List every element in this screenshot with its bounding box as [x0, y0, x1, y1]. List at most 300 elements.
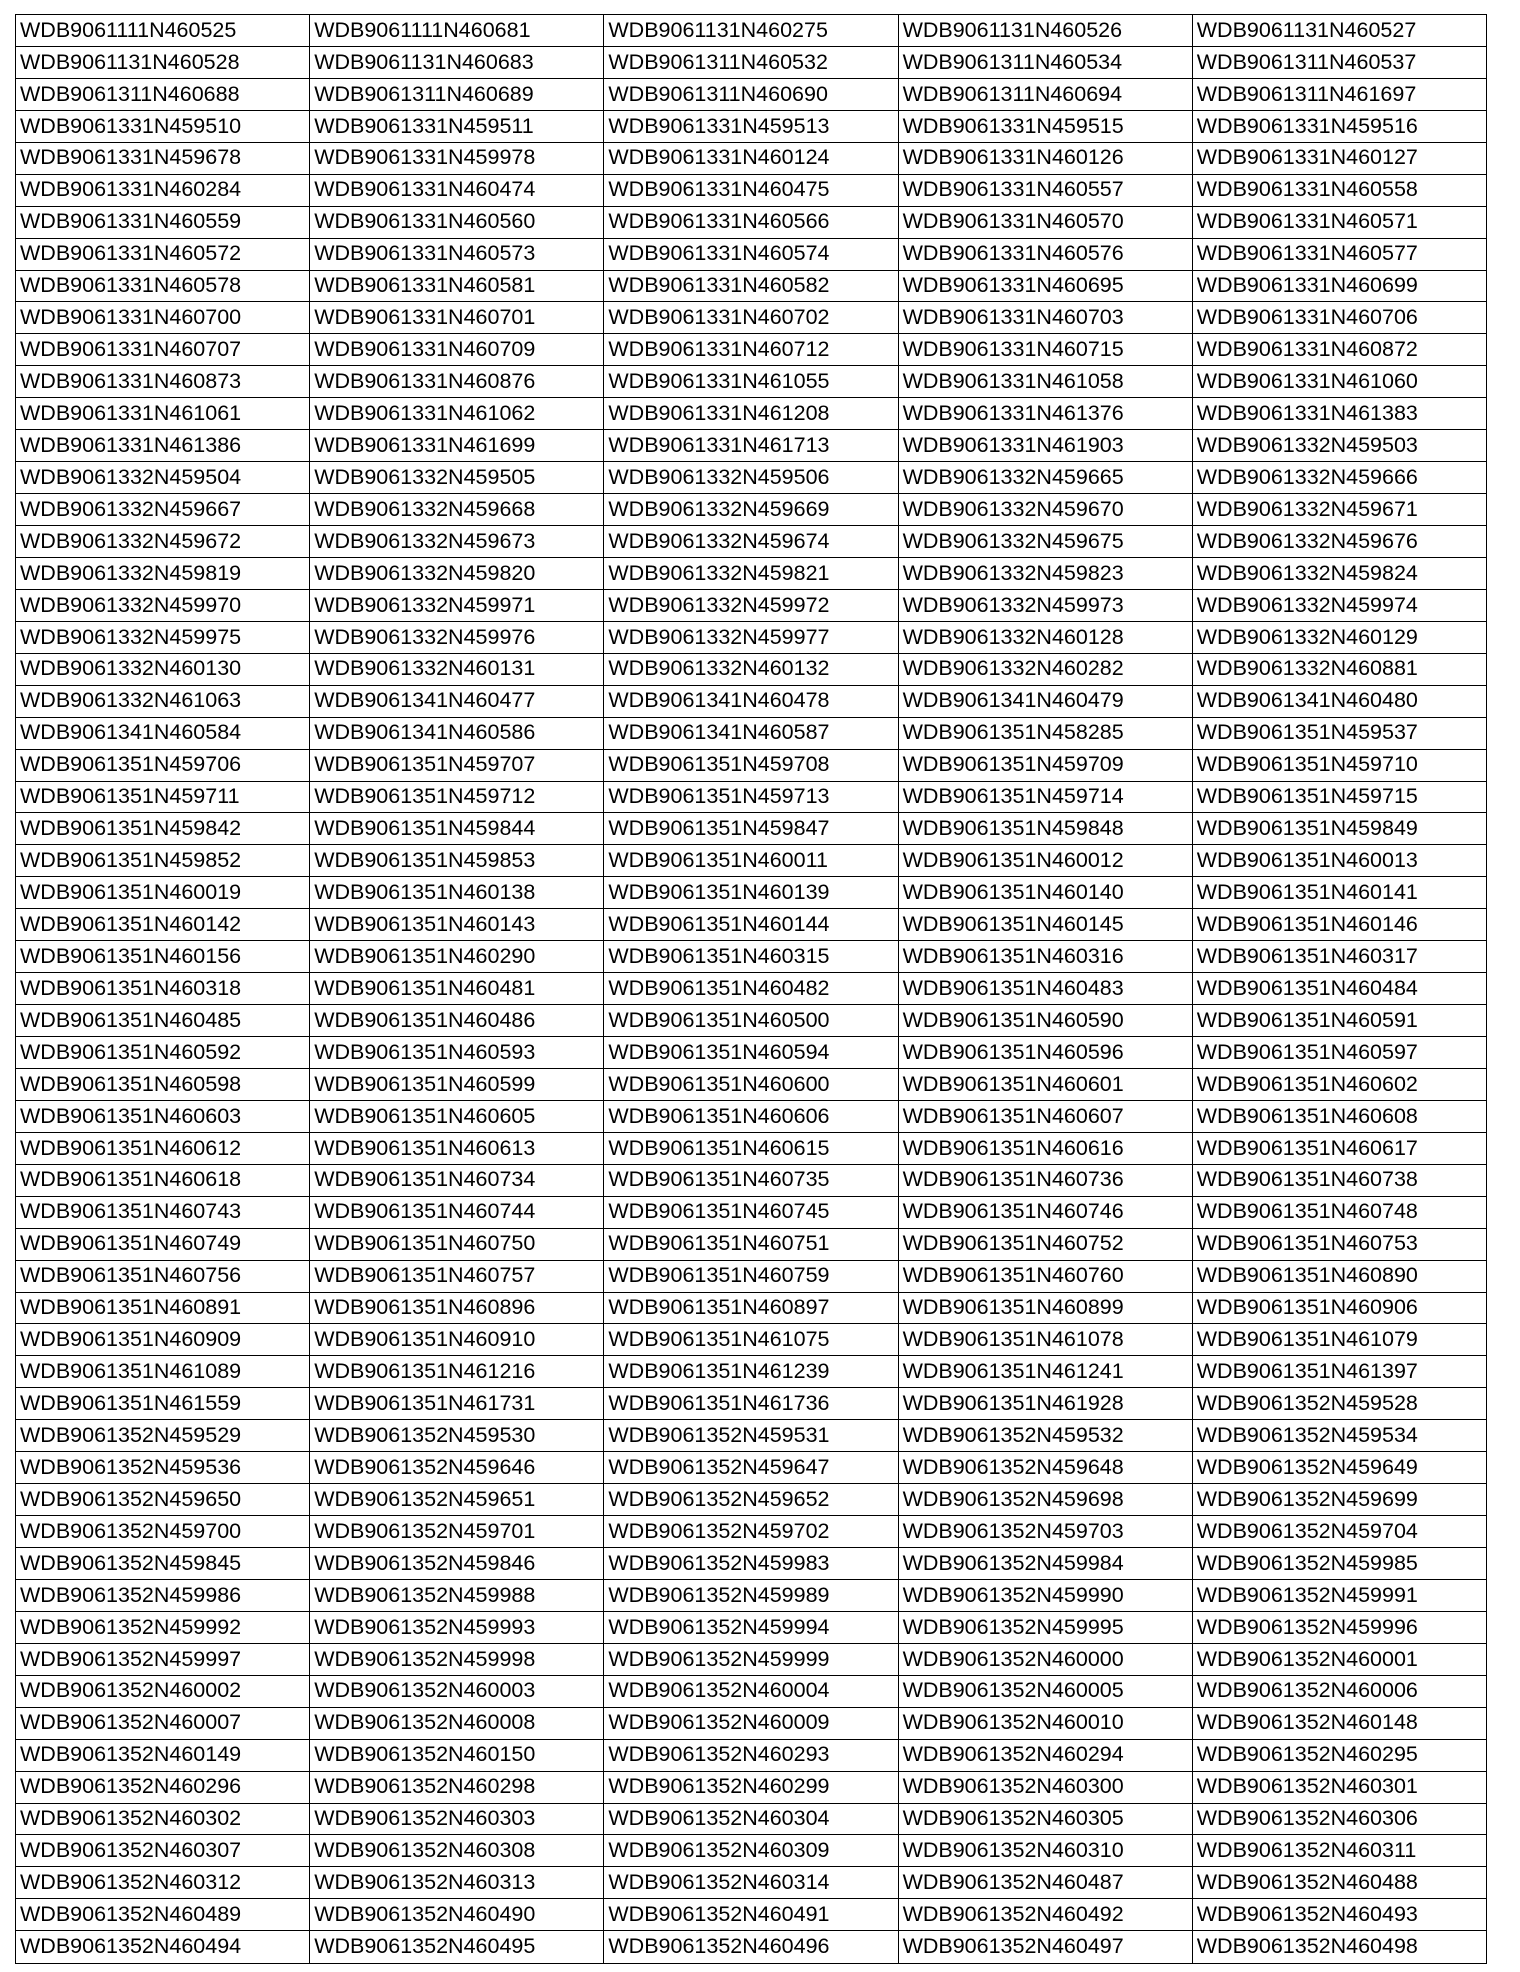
table-cell: WDB9061352N459994 — [604, 1611, 898, 1643]
table-cell: WDB9061351N459712 — [310, 781, 604, 813]
table-cell: WDB9061332N459505 — [310, 462, 604, 494]
table-cell: WDB9061351N460485 — [16, 1005, 310, 1037]
table-cell: WDB9061331N460712 — [604, 334, 898, 366]
table-cell: WDB9061352N460148 — [1192, 1707, 1486, 1739]
table-cell: WDB9061331N459678 — [16, 142, 310, 174]
table-cell: WDB9061331N460706 — [1192, 302, 1486, 334]
table-row — [16, 494, 1487, 526]
table-cell: WDB9061352N460005 — [898, 1675, 1192, 1707]
table-cell: WDB9061352N460294 — [898, 1739, 1192, 1771]
table-cell: WDB9061332N459506 — [604, 462, 898, 494]
table-cell: WDB9061352N459992 — [16, 1611, 310, 1643]
table-cell: WDB9061351N461731 — [310, 1388, 604, 1420]
table-cell: WDB9061352N460497 — [898, 1931, 1192, 1964]
table-cell: WDB9061351N460597 — [1192, 1037, 1486, 1069]
table-cell: WDB9061351N460743 — [16, 1196, 310, 1228]
table-cell: WDB9061352N460492 — [898, 1899, 1192, 1931]
table-row — [16, 110, 1487, 142]
table-cell: WDB9061352N459995 — [898, 1611, 1192, 1643]
table-cell: WDB9061351N460759 — [604, 1260, 898, 1292]
table-cell: WDB9061332N460128 — [898, 621, 1192, 653]
table-cell: WDB9061351N460590 — [898, 1005, 1192, 1037]
table-row — [16, 206, 1487, 238]
table-cell: WDB9061131N460683 — [310, 46, 604, 78]
table-cell: WDB9061352N460004 — [604, 1675, 898, 1707]
table-cell: WDB9061352N460310 — [898, 1835, 1192, 1867]
table-cell: WDB9061352N459846 — [310, 1548, 604, 1580]
table-cell: WDB9061352N459990 — [898, 1579, 1192, 1611]
table-cell: WDB9061351N460486 — [310, 1005, 604, 1037]
table-cell: WDB9061351N460906 — [1192, 1292, 1486, 1324]
table-cell: WDB9061351N460746 — [898, 1196, 1192, 1228]
table-cell: WDB9061332N459666 — [1192, 462, 1486, 494]
table-cell: WDB9061351N461397 — [1192, 1356, 1486, 1388]
table-cell: WDB9061311N460534 — [898, 46, 1192, 78]
table-row — [16, 1484, 1487, 1516]
table-cell: WDB9061341N460477 — [310, 685, 604, 717]
table-row — [16, 1452, 1487, 1484]
table-cell: WDB9061351N461239 — [604, 1356, 898, 1388]
table-cell: WDB9061351N460749 — [16, 1228, 310, 1260]
table-cell: WDB9061352N460308 — [310, 1835, 604, 1867]
table-cell: WDB9061332N460129 — [1192, 621, 1486, 653]
table-cell: WDB9061351N460317 — [1192, 941, 1486, 973]
table-cell: WDB9061351N459844 — [310, 813, 604, 845]
table-cell: WDB9061351N460617 — [1192, 1132, 1486, 1164]
table-cell: WDB9061352N460298 — [310, 1771, 604, 1803]
table-cell: WDB9061352N459999 — [604, 1643, 898, 1675]
table-cell: WDB9061111N460525 — [16, 15, 310, 47]
table-row — [16, 526, 1487, 558]
table-cell: WDB9061351N460736 — [898, 1164, 1192, 1196]
table-cell: WDB9061352N459534 — [1192, 1420, 1486, 1452]
table-row — [16, 1132, 1487, 1164]
table-cell: WDB9061332N459977 — [604, 621, 898, 653]
table-row — [16, 1899, 1487, 1931]
table-cell: WDB9061332N459975 — [16, 621, 310, 653]
table-cell: WDB9061331N460715 — [898, 334, 1192, 366]
table-cell: WDB9061331N460876 — [310, 366, 604, 398]
table-cell: WDB9061352N460496 — [604, 1931, 898, 1964]
table-cell: WDB9061351N460481 — [310, 973, 604, 1005]
table-cell: WDB9061331N460571 — [1192, 206, 1486, 238]
table-cell: WDB9061331N461386 — [16, 430, 310, 462]
table-cell: WDB9061351N460896 — [310, 1292, 604, 1324]
table-cell: WDB9061351N460596 — [898, 1037, 1192, 1069]
table-cell: WDB9061351N460910 — [310, 1324, 604, 1356]
table-cell: WDB9061131N460528 — [16, 46, 310, 78]
table-row — [16, 46, 1487, 78]
table-cell: WDB9061351N460141 — [1192, 877, 1486, 909]
table-cell: WDB9061332N459976 — [310, 621, 604, 653]
table-cell: WDB9061352N460299 — [604, 1771, 898, 1803]
table-cell: WDB9061332N459821 — [604, 557, 898, 589]
table-cell: WDB9061331N460701 — [310, 302, 604, 334]
table-cell: WDB9061331N460700 — [16, 302, 310, 334]
table-cell: WDB9061351N459848 — [898, 813, 1192, 845]
table-cell: WDB9061352N460311 — [1192, 1835, 1486, 1867]
table-row — [16, 1835, 1487, 1867]
table-cell: WDB9061341N460587 — [604, 717, 898, 749]
table-cell: WDB9061352N459700 — [16, 1516, 310, 1548]
table-cell: WDB9061352N460303 — [310, 1803, 604, 1835]
table-cell: WDB9061332N459671 — [1192, 494, 1486, 526]
table-cell: WDB9061351N459852 — [16, 845, 310, 877]
table-cell: WDB9061332N459670 — [898, 494, 1192, 526]
table-cell: WDB9061351N460482 — [604, 973, 898, 1005]
table-cell: WDB9061352N459986 — [16, 1579, 310, 1611]
table-cell: WDB9061332N459668 — [310, 494, 604, 526]
table-cell: WDB9061352N460007 — [16, 1707, 310, 1739]
table-row — [16, 685, 1487, 717]
table-cell: WDB9061351N460757 — [310, 1260, 604, 1292]
table-row — [16, 749, 1487, 781]
table-cell: WDB9061331N460570 — [898, 206, 1192, 238]
table-row — [16, 1516, 1487, 1548]
table-row — [16, 462, 1487, 494]
table-cell: WDB9061352N460312 — [16, 1867, 310, 1899]
table-cell: WDB9061351N460750 — [310, 1228, 604, 1260]
table-cell: WDB9061331N461208 — [604, 398, 898, 430]
table-cell: WDB9061351N460751 — [604, 1228, 898, 1260]
table-cell: WDB9061351N461241 — [898, 1356, 1192, 1388]
table-row — [16, 1803, 1487, 1835]
table-cell: WDB9061352N459701 — [310, 1516, 604, 1548]
table-cell: WDB9061351N460593 — [310, 1037, 604, 1069]
table-row — [16, 1005, 1487, 1037]
table-cell: WDB9061352N459993 — [310, 1611, 604, 1643]
table-cell: WDB9061351N460484 — [1192, 973, 1486, 1005]
table-cell: WDB9061332N460282 — [898, 653, 1192, 685]
table-cell: WDB9061352N459996 — [1192, 1611, 1486, 1643]
table-cell: WDB9061352N460306 — [1192, 1803, 1486, 1835]
table-cell: WDB9061311N460532 — [604, 46, 898, 78]
table-cell: WDB9061331N459510 — [16, 110, 310, 142]
table-cell: WDB9061331N460126 — [898, 142, 1192, 174]
vin-table — [15, 14, 1487, 1964]
table-cell: WDB9061352N460002 — [16, 1675, 310, 1707]
table-cell: WDB9061332N459669 — [604, 494, 898, 526]
table-row — [16, 142, 1487, 174]
table-row — [16, 302, 1487, 334]
table-cell: WDB9061331N461058 — [898, 366, 1192, 398]
table-cell: WDB9061352N459536 — [16, 1452, 310, 1484]
table-cell: WDB9061351N459853 — [310, 845, 604, 877]
table-cell: WDB9061352N460305 — [898, 1803, 1192, 1835]
table-cell: WDB9061352N460493 — [1192, 1899, 1486, 1931]
table-cell: WDB9061352N459650 — [16, 1484, 310, 1516]
table-cell: WDB9061352N459989 — [604, 1579, 898, 1611]
table-row — [16, 557, 1487, 589]
table-cell: WDB9061351N460612 — [16, 1132, 310, 1164]
table-cell: WDB9061351N459709 — [898, 749, 1192, 781]
table-row — [16, 1356, 1487, 1388]
table-row — [16, 1260, 1487, 1292]
table-cell: WDB9061332N460131 — [310, 653, 604, 685]
table-cell: WDB9061341N460586 — [310, 717, 604, 749]
table-cell: WDB9061332N459665 — [898, 462, 1192, 494]
table-cell: WDB9061351N460012 — [898, 845, 1192, 877]
table-cell: WDB9061351N459715 — [1192, 781, 1486, 813]
table-cell: WDB9061351N460608 — [1192, 1100, 1486, 1132]
table-cell: WDB9061352N459652 — [604, 1484, 898, 1516]
table-cell: WDB9061351N460744 — [310, 1196, 604, 1228]
table-cell: WDB9061331N460127 — [1192, 142, 1486, 174]
table-cell: WDB9061331N460695 — [898, 270, 1192, 302]
table-row — [16, 589, 1487, 621]
table-cell: WDB9061341N460480 — [1192, 685, 1486, 717]
table-cell: WDB9061351N459842 — [16, 813, 310, 845]
table-row — [16, 973, 1487, 1005]
table-cell: WDB9061332N459971 — [310, 589, 604, 621]
table-cell: WDB9061331N460699 — [1192, 270, 1486, 302]
table-cell: WDB9061351N460760 — [898, 1260, 1192, 1292]
table-cell: WDB9061351N460315 — [604, 941, 898, 973]
table-row — [16, 1388, 1487, 1420]
table-cell: WDB9061351N459706 — [16, 749, 310, 781]
table-row — [16, 621, 1487, 653]
table-cell: WDB9061351N460139 — [604, 877, 898, 909]
table-cell: WDB9061351N459713 — [604, 781, 898, 813]
table-cell: WDB9061332N459672 — [16, 526, 310, 558]
table-row — [16, 174, 1487, 206]
table-cell: WDB9061352N460149 — [16, 1739, 310, 1771]
table-cell: WDB9061331N460557 — [898, 174, 1192, 206]
table-row — [16, 1292, 1487, 1324]
table-row — [16, 877, 1487, 909]
table-cell: WDB9061351N460605 — [310, 1100, 604, 1132]
table-cell: WDB9061332N459676 — [1192, 526, 1486, 558]
table-cell: WDB9061351N460615 — [604, 1132, 898, 1164]
table-cell: WDB9061332N459674 — [604, 526, 898, 558]
table-row — [16, 813, 1487, 845]
table-cell: WDB9061332N459504 — [16, 462, 310, 494]
table-cell: WDB9061351N460897 — [604, 1292, 898, 1324]
table-row — [16, 1164, 1487, 1196]
table-row — [16, 941, 1487, 973]
table-row — [16, 1675, 1487, 1707]
table-row — [16, 1643, 1487, 1675]
table-cell: WDB9061332N459673 — [310, 526, 604, 558]
table-cell: WDB9061352N459698 — [898, 1484, 1192, 1516]
table-cell: WDB9061332N460130 — [16, 653, 310, 685]
table-cell: WDB9061352N460300 — [898, 1771, 1192, 1803]
table-cell: WDB9061352N459984 — [898, 1548, 1192, 1580]
table-cell: WDB9061352N460314 — [604, 1867, 898, 1899]
table-cell: WDB9061332N459972 — [604, 589, 898, 621]
table-cell: WDB9061352N460489 — [16, 1899, 310, 1931]
table-cell: WDB9061331N461903 — [898, 430, 1192, 462]
table-cell: WDB9061311N460694 — [898, 78, 1192, 110]
table-cell: WDB9061331N460703 — [898, 302, 1192, 334]
table-cell: WDB9061331N459978 — [310, 142, 604, 174]
table-cell: WDB9061332N459675 — [898, 526, 1192, 558]
table-cell: WDB9061351N460734 — [310, 1164, 604, 1196]
table-cell: WDB9061331N460709 — [310, 334, 604, 366]
table-cell: WDB9061351N460146 — [1192, 909, 1486, 941]
table-cell: WDB9061331N461713 — [604, 430, 898, 462]
table-cell: WDB9061331N460576 — [898, 238, 1192, 270]
table-cell: WDB9061331N460559 — [16, 206, 310, 238]
table-cell: WDB9061351N460899 — [898, 1292, 1192, 1324]
table-cell: WDB9061351N459849 — [1192, 813, 1486, 845]
vin-table-body — [16, 15, 1487, 1964]
table-cell: WDB9061351N460600 — [604, 1068, 898, 1100]
table-cell: WDB9061351N460748 — [1192, 1196, 1486, 1228]
table-cell: WDB9061351N460602 — [1192, 1068, 1486, 1100]
table-cell: WDB9061352N459647 — [604, 1452, 898, 1484]
table-cell: WDB9061352N459704 — [1192, 1516, 1486, 1548]
table-cell: WDB9061351N460138 — [310, 877, 604, 909]
table-cell: WDB9061332N459503 — [1192, 430, 1486, 462]
table-cell: WDB9061352N460008 — [310, 1707, 604, 1739]
table-cell: WDB9061331N461383 — [1192, 398, 1486, 430]
table-row — [16, 1196, 1487, 1228]
table-cell: WDB9061351N460598 — [16, 1068, 310, 1100]
table-row — [16, 909, 1487, 941]
table-cell: WDB9061331N460873 — [16, 366, 310, 398]
table-cell: WDB9061351N459707 — [310, 749, 604, 781]
table-cell: WDB9061352N460001 — [1192, 1643, 1486, 1675]
table-cell: WDB9061131N460527 — [1192, 15, 1486, 47]
table-row — [16, 1579, 1487, 1611]
table-cell: WDB9061352N459646 — [310, 1452, 604, 1484]
table-cell: WDB9061131N460526 — [898, 15, 1192, 47]
table-cell: WDB9061351N460483 — [898, 973, 1192, 1005]
table-cell: WDB9061351N460019 — [16, 877, 310, 909]
table-cell: WDB9061331N460702 — [604, 302, 898, 334]
table-cell: WDB9061311N461697 — [1192, 78, 1486, 110]
table-cell: WDB9061332N459974 — [1192, 589, 1486, 621]
table-cell: WDB9061352N460488 — [1192, 1867, 1486, 1899]
table-cell: WDB9061351N460594 — [604, 1037, 898, 1069]
table-cell: WDB9061351N461075 — [604, 1324, 898, 1356]
table-cell: WDB9061331N460475 — [604, 174, 898, 206]
table-cell: WDB9061331N460577 — [1192, 238, 1486, 270]
table-cell: WDB9061351N460599 — [310, 1068, 604, 1100]
table-cell: WDB9061351N460616 — [898, 1132, 1192, 1164]
table-cell: WDB9061331N460578 — [16, 270, 310, 302]
table-cell: WDB9061311N460690 — [604, 78, 898, 110]
table-row — [16, 653, 1487, 685]
table-cell: WDB9061352N460293 — [604, 1739, 898, 1771]
table-row — [16, 366, 1487, 398]
table-cell: WDB9061352N459529 — [16, 1420, 310, 1452]
table-row — [16, 1867, 1487, 1899]
table-cell: WDB9061332N459973 — [898, 589, 1192, 621]
table-cell: WDB9061352N459998 — [310, 1643, 604, 1675]
table-row — [16, 270, 1487, 302]
table-cell: WDB9061352N460150 — [310, 1739, 604, 1771]
table-cell: WDB9061351N460745 — [604, 1196, 898, 1228]
table-cell: WDB9061352N460498 — [1192, 1931, 1486, 1964]
table-row — [16, 1037, 1487, 1069]
table-row — [16, 398, 1487, 430]
table-row — [16, 1611, 1487, 1643]
table-cell: WDB9061351N459537 — [1192, 717, 1486, 749]
table-cell: WDB9061352N460304 — [604, 1803, 898, 1835]
table-cell: WDB9061351N460318 — [16, 973, 310, 1005]
table-cell: WDB9061352N459699 — [1192, 1484, 1486, 1516]
table-cell: WDB9061352N459991 — [1192, 1579, 1486, 1611]
table-cell: WDB9061351N460603 — [16, 1100, 310, 1132]
table-row — [16, 781, 1487, 813]
table-cell: WDB9061331N460124 — [604, 142, 898, 174]
table-row — [16, 15, 1487, 47]
table-cell: WDB9061341N460584 — [16, 717, 310, 749]
table-cell: WDB9061331N459511 — [310, 110, 604, 142]
table-cell: WDB9061351N460591 — [1192, 1005, 1486, 1037]
table-cell: WDB9061351N460142 — [16, 909, 310, 941]
table-cell: WDB9061352N459649 — [1192, 1452, 1486, 1484]
table-cell: WDB9061341N460478 — [604, 685, 898, 717]
table-cell: WDB9061351N460753 — [1192, 1228, 1486, 1260]
table-cell: WDB9061351N460738 — [1192, 1164, 1486, 1196]
table-row — [16, 78, 1487, 110]
table-cell: WDB9061352N459845 — [16, 1548, 310, 1580]
table-cell: WDB9061352N460487 — [898, 1867, 1192, 1899]
table-cell: WDB9061352N460301 — [1192, 1771, 1486, 1803]
table-cell: WDB9061352N459651 — [310, 1484, 604, 1516]
table-cell: WDB9061332N459970 — [16, 589, 310, 621]
table-cell: WDB9061331N459515 — [898, 110, 1192, 142]
table-cell: WDB9061352N460000 — [898, 1643, 1192, 1675]
table-cell: WDB9061351N459847 — [604, 813, 898, 845]
table-cell: WDB9061352N460494 — [16, 1931, 310, 1964]
table-cell: WDB9061331N460582 — [604, 270, 898, 302]
table-cell: WDB9061352N460010 — [898, 1707, 1192, 1739]
table-cell: WDB9061351N460606 — [604, 1100, 898, 1132]
table-cell: WDB9061351N460316 — [898, 941, 1192, 973]
table-cell: WDB9061331N459516 — [1192, 110, 1486, 142]
table-cell: WDB9061331N460566 — [604, 206, 898, 238]
table-cell: WDB9061351N459710 — [1192, 749, 1486, 781]
table-cell: WDB9061352N459703 — [898, 1516, 1192, 1548]
table-cell: WDB9061351N460618 — [16, 1164, 310, 1196]
table-cell: WDB9061331N461376 — [898, 398, 1192, 430]
table-cell: WDB9061351N460592 — [16, 1037, 310, 1069]
table-cell: WDB9061352N460313 — [310, 1867, 604, 1899]
table-cell: WDB9061332N459819 — [16, 557, 310, 589]
table-cell: WDB9061331N459513 — [604, 110, 898, 142]
table-cell: WDB9061352N460490 — [310, 1899, 604, 1931]
table-cell: WDB9061332N460881 — [1192, 653, 1486, 685]
table-cell: WDB9061331N461699 — [310, 430, 604, 462]
table-row — [16, 1931, 1487, 1964]
table-row — [16, 1739, 1487, 1771]
table-cell: WDB9061331N460581 — [310, 270, 604, 302]
table-cell: WDB9061331N460707 — [16, 334, 310, 366]
table-cell: WDB9061351N461736 — [604, 1388, 898, 1420]
table-cell: WDB9061351N460613 — [310, 1132, 604, 1164]
table-row — [16, 1324, 1487, 1356]
table-row — [16, 845, 1487, 877]
table-cell: WDB9061332N459824 — [1192, 557, 1486, 589]
table-cell: WDB9061352N459530 — [310, 1420, 604, 1452]
table-cell: WDB9061351N460290 — [310, 941, 604, 973]
table-cell: WDB9061332N459820 — [310, 557, 604, 589]
table-cell: WDB9061131N460275 — [604, 15, 898, 47]
table-cell: WDB9061351N460601 — [898, 1068, 1192, 1100]
table-cell: WDB9061352N459648 — [898, 1452, 1192, 1484]
table-cell: WDB9061331N461055 — [604, 366, 898, 398]
table-cell: WDB9061351N459708 — [604, 749, 898, 781]
table-cell: WDB9061351N461089 — [16, 1356, 310, 1388]
table-cell: WDB9061311N460537 — [1192, 46, 1486, 78]
table-cell: WDB9061351N459714 — [898, 781, 1192, 813]
table-cell: WDB9061351N460144 — [604, 909, 898, 941]
table-cell: WDB9061352N460295 — [1192, 1739, 1486, 1771]
